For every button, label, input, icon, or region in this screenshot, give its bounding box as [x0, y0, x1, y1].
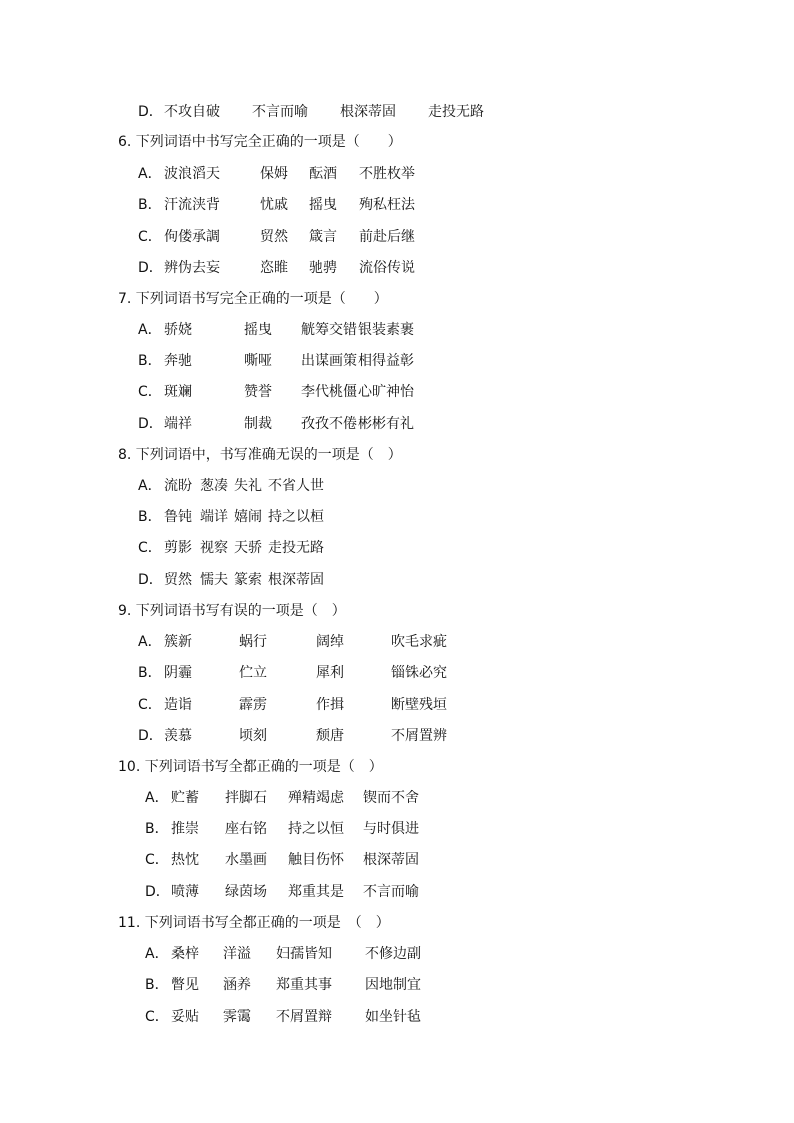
option-word: 走投无路 [268, 540, 324, 556]
option-word: 持之以桓 [268, 509, 324, 525]
question-text: 8. 下列词语中，书写准确无误的一项是（ ） [118, 447, 402, 463]
answer-option [138, 506, 504, 528]
answer-option [138, 537, 504, 559]
option-word: 不屑置辨 [391, 728, 447, 744]
option-word: 贸然 [164, 572, 192, 588]
option-label: B． [138, 509, 162, 525]
option-word: 贮蓄 [171, 790, 199, 806]
option-words [164, 194, 504, 216]
option-word: 剪影 [164, 540, 192, 556]
option-word: 绿茵场 [225, 884, 267, 900]
option-word: 顷刻 [239, 728, 267, 744]
option-word: 前赴后继 [359, 229, 415, 245]
answer-option [138, 662, 504, 684]
option-words [164, 319, 504, 341]
option-words [164, 475, 504, 497]
option-word: 天骄 [234, 540, 262, 556]
option-word: 辨伪去妄 [164, 260, 220, 276]
option-words [164, 101, 504, 123]
option-word: 酝酒 [309, 166, 337, 182]
option-label: A． [138, 478, 162, 494]
option-word: 斑斓 [164, 384, 192, 400]
option-word: 不胜枚举 [359, 166, 415, 182]
option-label: C． [145, 1009, 169, 1025]
option-words [164, 537, 504, 559]
option-word: 鲁钝 [164, 509, 192, 525]
option-word: 作揖 [316, 697, 344, 713]
question-text: 11. 下列词语书写全都正确的一项是 （ ） [118, 915, 390, 931]
option-word: 嬉闹 [234, 509, 262, 525]
option-word: 伫立 [239, 665, 267, 681]
option-word: 不省人世 [268, 478, 324, 494]
question-stem [118, 600, 346, 622]
option-label: B． [138, 665, 162, 681]
option-label: D． [138, 104, 163, 120]
option-label: B． [145, 821, 169, 837]
option-word: 失礼 [234, 478, 262, 494]
option-word: 洋溢 [223, 946, 251, 962]
option-words [171, 818, 511, 840]
option-label: C． [145, 852, 169, 868]
answer-option [145, 881, 511, 903]
option-words [164, 381, 504, 403]
option-word: 恣睢 [260, 260, 288, 276]
answer-option [145, 974, 511, 996]
option-words [171, 787, 511, 809]
option-word: 妥贴 [171, 1009, 199, 1025]
answer-option [145, 1006, 511, 1028]
answer-option [138, 319, 504, 341]
option-word: 不屑置辩 [276, 1009, 332, 1025]
option-word: 如坐针毡 [365, 1009, 421, 1025]
option-word: 端祥 [164, 416, 192, 432]
option-words [164, 725, 504, 747]
question-stem [118, 756, 383, 778]
option-word: 殚精竭虑 [288, 790, 344, 806]
option-word: 簇新 [164, 634, 192, 650]
option-word: 忧戚 [260, 197, 288, 213]
option-label: A． [138, 166, 162, 182]
question-text: 9. 下列词语书写有误的一项是（ ） [118, 603, 346, 619]
option-word: 佝偻承調 [164, 229, 220, 245]
option-word: 喷薄 [171, 884, 199, 900]
option-label: C． [138, 540, 162, 556]
option-word: 彬彬有礼 [358, 416, 414, 432]
option-words [164, 694, 504, 716]
option-label: D． [138, 572, 163, 588]
option-word: 根深蒂固 [340, 104, 396, 120]
option-word: 持之以恒 [288, 821, 344, 837]
option-word: 驰骋 [309, 260, 337, 276]
option-word: 流盼 [164, 478, 192, 494]
option-word: 吹毛求疵 [391, 634, 447, 650]
option-word: 推崇 [171, 821, 199, 837]
option-word: 贸然 [260, 229, 288, 245]
answer-option [138, 163, 504, 185]
option-word: 出谋画策 [301, 353, 357, 369]
answer-option [138, 569, 504, 591]
option-label: D． [138, 260, 163, 276]
option-word: 根深蒂固 [363, 852, 419, 868]
question-stem [118, 912, 390, 934]
option-word: 阔绰 [316, 634, 344, 650]
option-word: 视察 [200, 540, 228, 556]
option-word: 颓唐 [316, 728, 344, 744]
option-word: 不言而喻 [363, 884, 419, 900]
option-word: 不攻自破 [164, 104, 220, 120]
question-text: 6. 下列词语中书写完全正确的一项是（ ） [118, 134, 402, 150]
option-word: 殉私枉法 [359, 197, 415, 213]
option-words [164, 662, 504, 684]
option-word: 赞誉 [244, 384, 272, 400]
answer-option [138, 226, 504, 248]
option-words [164, 350, 504, 372]
option-words [171, 849, 511, 871]
option-words [164, 506, 504, 528]
option-label: A． [138, 634, 162, 650]
answer-option [138, 194, 504, 216]
option-word: 锱铢必究 [391, 665, 447, 681]
option-word: 霁霭 [223, 1009, 251, 1025]
option-word: 觥筹交错 [301, 322, 357, 338]
option-word: 羡慕 [164, 728, 192, 744]
answer-option [145, 849, 511, 871]
option-word: 葱凑 [200, 478, 228, 494]
option-word: 郑重其事 [276, 977, 332, 993]
option-word: 水墨画 [225, 852, 267, 868]
answer-option [145, 787, 511, 809]
option-word: 嘶哑 [244, 353, 272, 369]
option-word: 摇曳 [309, 197, 337, 213]
option-label: A． [138, 322, 162, 338]
option-word: 奔驰 [164, 353, 192, 369]
option-words [164, 413, 504, 435]
option-word: 因地制宜 [365, 977, 421, 993]
option-word: 断壁残垣 [391, 697, 447, 713]
option-word: 与时俱进 [363, 821, 419, 837]
option-words [164, 226, 504, 248]
question-stem [118, 444, 402, 466]
option-words [164, 631, 504, 653]
option-word: 瞥见 [171, 977, 199, 993]
option-label: C． [138, 229, 162, 245]
option-word: 篆索 [234, 572, 262, 588]
option-word: 触目伤怀 [288, 852, 344, 868]
option-word: 蜗行 [239, 634, 267, 650]
answer-option [138, 101, 504, 123]
option-word: 箴言 [309, 229, 337, 245]
answer-option [138, 381, 504, 403]
option-label: D． [145, 884, 170, 900]
option-label: D． [138, 416, 163, 432]
option-word: 李代桃僵 [301, 384, 357, 400]
option-label: D． [138, 728, 163, 744]
option-word: 摇曳 [244, 322, 272, 338]
option-word: 懦夫 [200, 572, 228, 588]
answer-option [138, 350, 504, 372]
option-words [171, 943, 511, 965]
question-text: 7. 下列词语书写完全正确的一项是（ ） [118, 291, 388, 307]
option-word: 座右铭 [225, 821, 267, 837]
option-word: 心旷神怡 [358, 384, 414, 400]
answer-option [138, 631, 504, 653]
option-label: B． [145, 977, 169, 993]
option-words [171, 974, 511, 996]
option-word: 阴霾 [164, 665, 192, 681]
option-word: 桑梓 [171, 946, 199, 962]
option-word: 霹雳 [239, 697, 267, 713]
option-word: 端详 [200, 509, 228, 525]
option-word: 骄娆 [164, 322, 192, 338]
option-label: C． [138, 697, 162, 713]
answer-option [138, 725, 504, 747]
question-text: 10. 下列词语书写全都正确的一项是（ ） [118, 759, 383, 775]
option-word: 银装素裹 [358, 322, 414, 338]
option-word: 妇孺皆知 [276, 946, 332, 962]
option-word: 不言而喻 [252, 104, 308, 120]
answer-option [138, 694, 504, 716]
answer-option [138, 475, 504, 497]
option-word: 涵养 [223, 977, 251, 993]
option-word: 犀利 [316, 665, 344, 681]
option-word: 造诣 [164, 697, 192, 713]
option-word: 拌脚石 [225, 790, 267, 806]
option-word: 锲而不舍 [363, 790, 419, 806]
option-word: 保姆 [260, 166, 288, 182]
option-words [164, 163, 504, 185]
answer-option [138, 413, 504, 435]
answer-option [145, 943, 511, 965]
option-label: B． [138, 353, 162, 369]
option-word: 根深蒂固 [268, 572, 324, 588]
option-words [164, 569, 504, 591]
option-word: 流俗传说 [359, 260, 415, 276]
option-words [164, 257, 504, 279]
option-label: C． [138, 384, 162, 400]
option-label: A． [145, 790, 169, 806]
option-words [171, 1006, 511, 1028]
option-words [171, 881, 511, 903]
option-label: B． [138, 197, 162, 213]
answer-option [138, 257, 504, 279]
option-label: A． [145, 946, 169, 962]
option-word: 波浪滔天 [164, 166, 220, 182]
option-word: 制裁 [244, 416, 272, 432]
question-stem [118, 131, 402, 153]
option-word: 郑重其是 [288, 884, 344, 900]
option-word: 热忱 [171, 852, 199, 868]
option-word: 不修边副 [365, 946, 421, 962]
option-word: 走投无路 [428, 104, 484, 120]
question-stem [118, 288, 388, 310]
answer-option [145, 818, 511, 840]
option-word: 汗流浃背 [164, 197, 220, 213]
option-word: 相得益彰 [358, 353, 414, 369]
option-word: 孜孜不倦 [301, 416, 357, 432]
